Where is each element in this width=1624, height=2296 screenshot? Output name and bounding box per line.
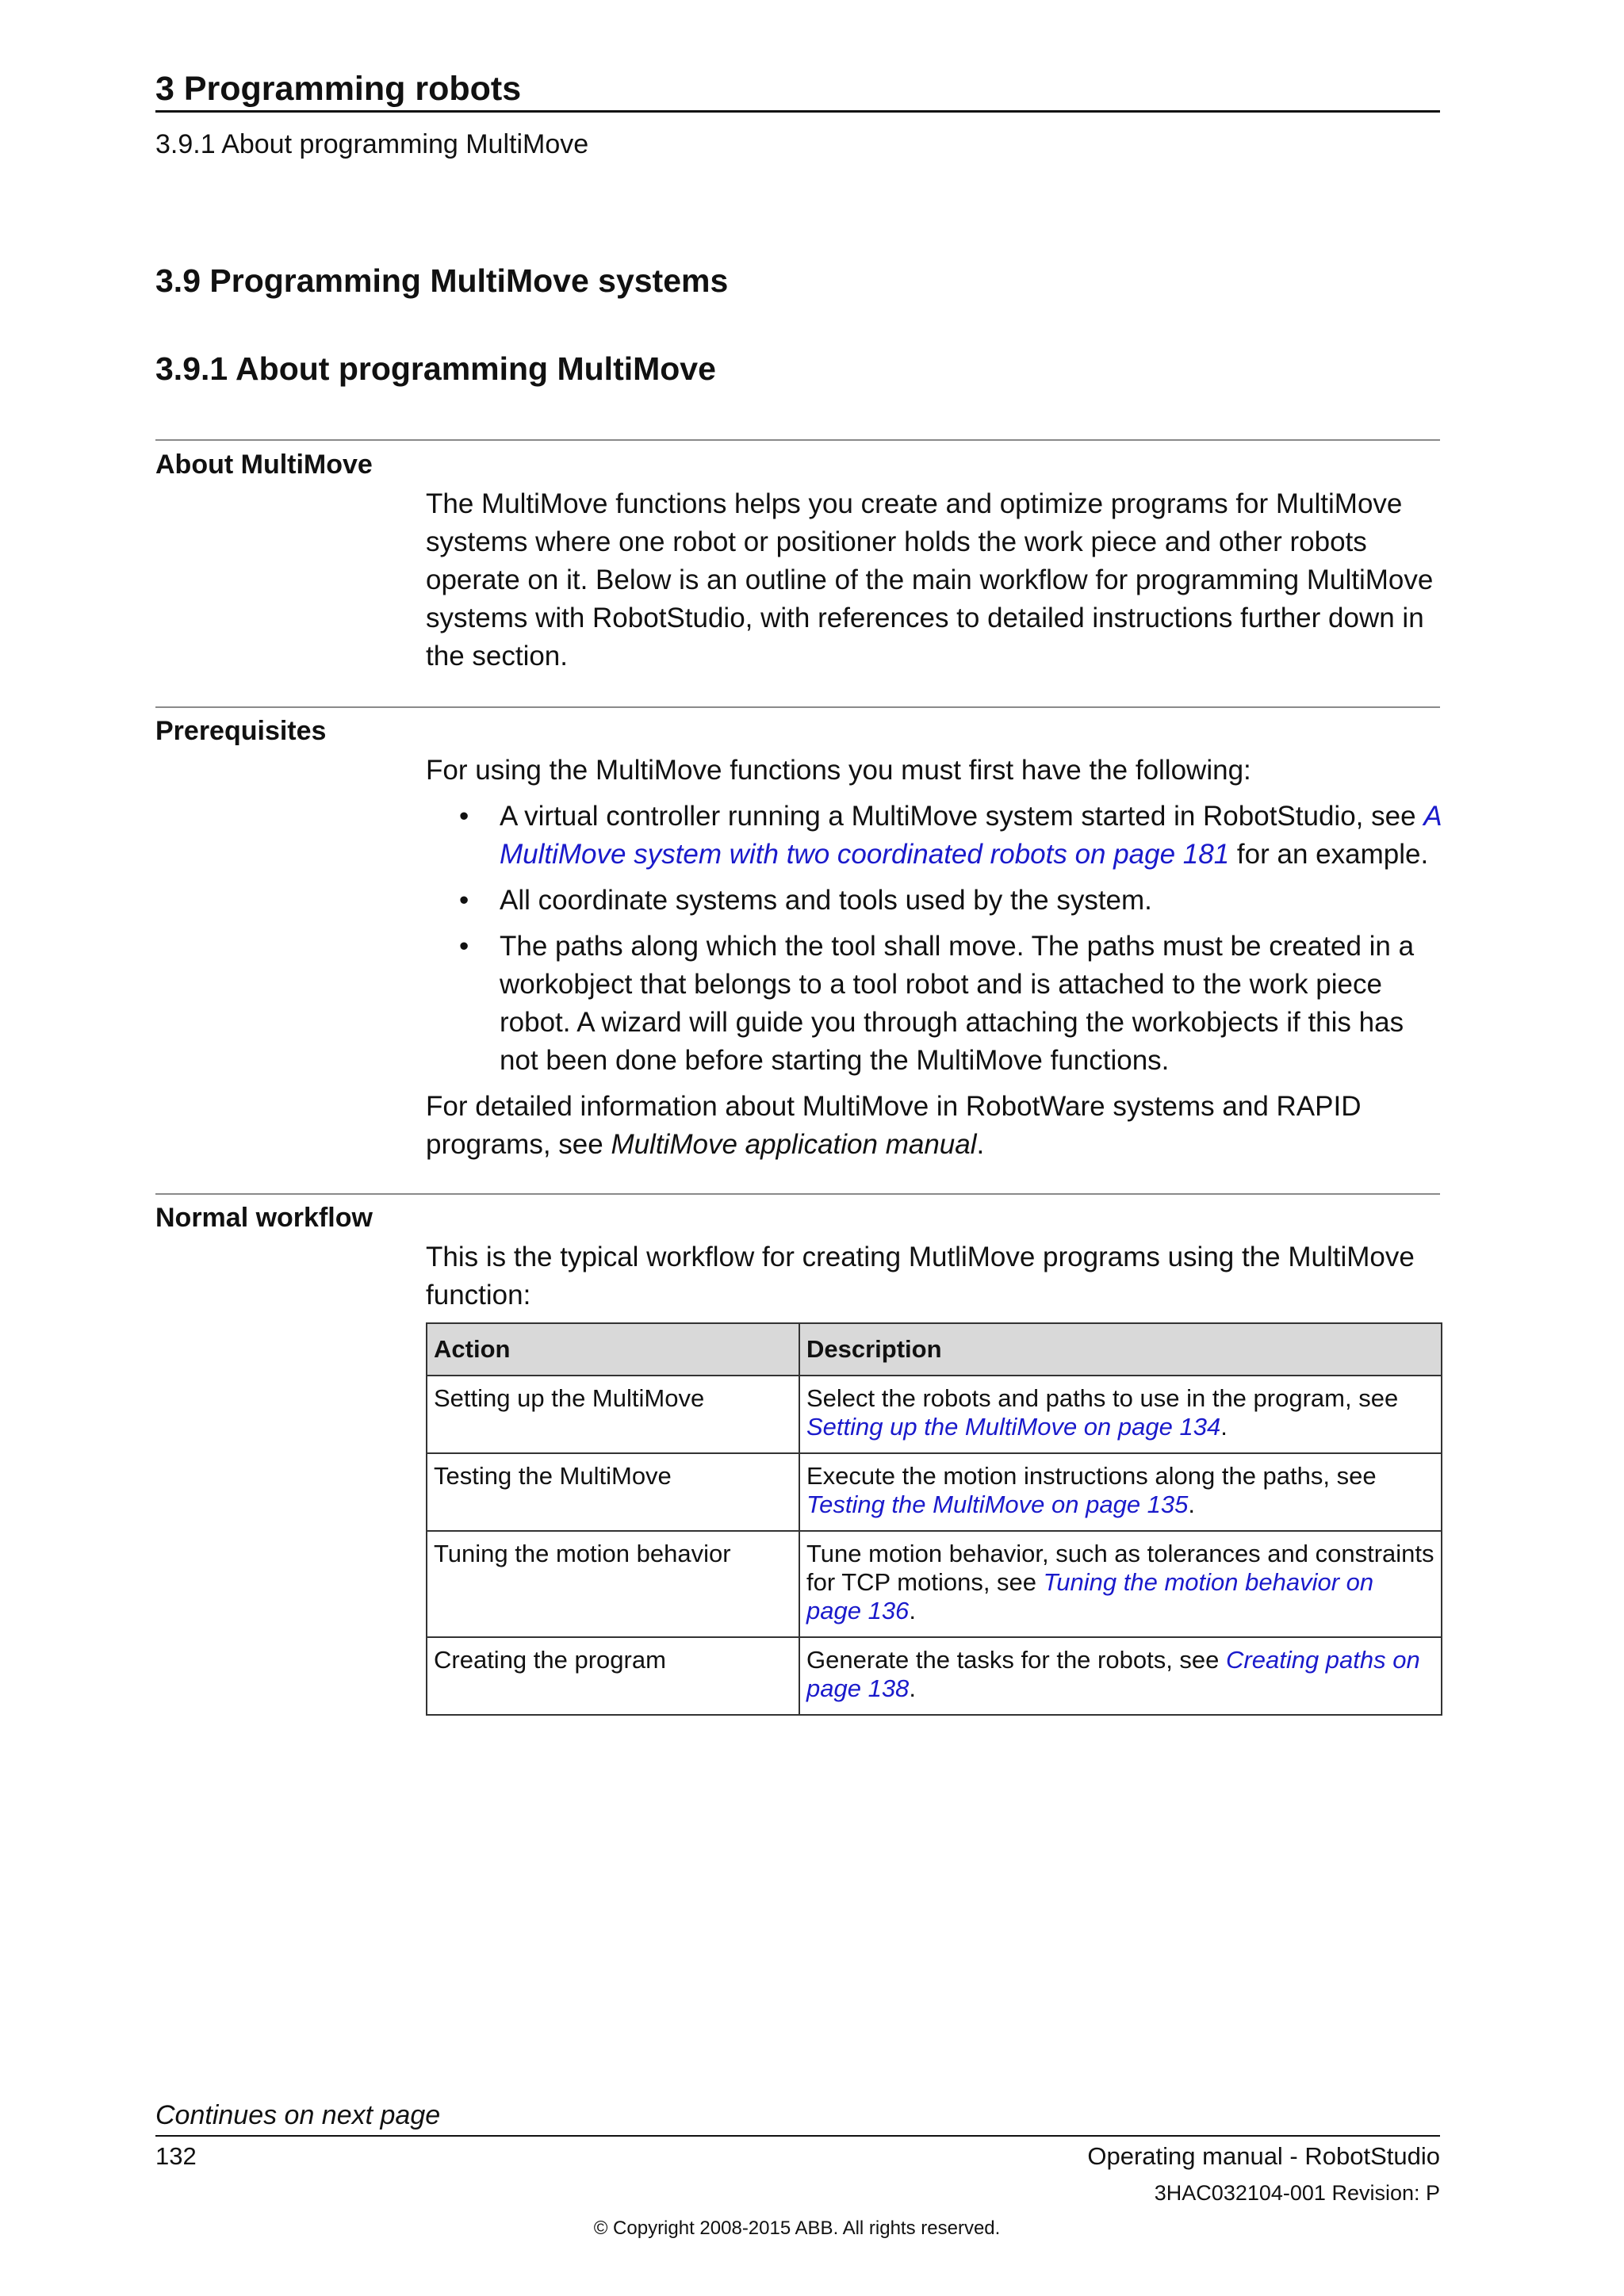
description-text: Tune motion behavior, such as tolerances and constraints for TCP motions, see (806, 1540, 1434, 1596)
page-number: 132 (155, 2142, 197, 2170)
description-text-end: . (1188, 1490, 1196, 1518)
manual-title: Operating manual - RobotStudio (1087, 2142, 1440, 2170)
description-cell (799, 1531, 1442, 1637)
about-block (426, 485, 1442, 675)
list-item (426, 928, 1442, 1080)
outro-text: For detailed information about MultiMove in RobotWare systems and RAPID programs, see (426, 1091, 1362, 1160)
running-header-chapter: 3 Programming robots (155, 70, 522, 108)
cross-reference-link[interactable]: Creating paths on page 138 (806, 1646, 1420, 1702)
manual-reference: MultiMove application manual (611, 1129, 977, 1160)
workflow-intro: This is the typical workflow for creating MutliMove programs using the MultiMove function: (426, 1242, 1415, 1311)
cross-reference-link[interactable]: Tuning the motion behavior on page 136 (806, 1568, 1374, 1624)
list-item-text: All coordinate systems and tools used by the system. (500, 885, 1152, 916)
action-cell: Setting up the MultiMove (427, 1376, 799, 1453)
cross-reference-link[interactable]: Setting up the MultiMove on page 134 (806, 1413, 1221, 1441)
table-row (427, 1637, 1442, 1715)
list-item-text-end: for an example. (1229, 839, 1429, 870)
copyright-notice: © Copyright 2008-2015 ABB. All rights reserved. (593, 2218, 1001, 2239)
column-header-description: Description (799, 1323, 1442, 1376)
description-cell (799, 1453, 1442, 1531)
description-text: Execute the motion instructions along the paths, see (806, 1462, 1377, 1490)
description-text-end: . (909, 1674, 916, 1702)
side-label-about: About MultiMove (155, 450, 373, 480)
side-label-workflow: Normal workflow (155, 1203, 373, 1233)
section-divider-workflow (155, 1193, 1440, 1195)
description-text: Generate the tasks for the robots, see (806, 1646, 1227, 1674)
workflow-block (426, 1238, 1442, 1314)
header-rule (155, 110, 1440, 113)
table-row (427, 1376, 1442, 1453)
table-row (427, 1531, 1442, 1637)
about-paragraph: The MultiMove functions helps you create and optimize programs for MultiMove systems where one robot or positioner holds the work piece and other robots operate on it. Below is an outline of the main workflow for programming MultiMove systems with RobotStudio, with references to detailed instructions further down in the section. (426, 488, 1434, 672)
outro-text-end: . (976, 1129, 985, 1160)
description-text-end: . (909, 1597, 916, 1624)
bullet-icon: • (459, 801, 469, 832)
side-label-prerequisites: Prerequisites (155, 716, 327, 746)
section-divider-about (155, 439, 1440, 441)
action-cell: Creating the program (427, 1637, 799, 1715)
column-header-action: Action (427, 1323, 799, 1376)
continues-note: Continues on next page (155, 2100, 441, 2130)
bullet-icon: • (459, 931, 469, 962)
list-item-text: A virtual controller running a MultiMove system started in RobotStudio, see (500, 801, 1424, 832)
list-item (426, 882, 1442, 920)
action-cell: Testing the MultiMove (427, 1453, 799, 1531)
document-id: 3HAC032104-001 Revision: P (1154, 2181, 1440, 2205)
description-text: Select the robots and paths to use in the program, see (806, 1384, 1399, 1412)
cross-reference-link[interactable]: A MultiMove system with two coordinated robots on page 181 (500, 801, 1442, 870)
section-heading: 3.9 Programming MultiMove systems (155, 262, 729, 299)
prerequisites-intro: For using the MultiMove functions you must first have the following: (426, 755, 1251, 786)
prerequisites-list (426, 798, 1442, 1080)
workflow-table (426, 1322, 1442, 1716)
description-text-end: . (1220, 1413, 1228, 1441)
description-cell (799, 1376, 1442, 1453)
section-divider-prerequisites (155, 706, 1440, 708)
prerequisites-block (426, 752, 1442, 1164)
prerequisites-outro (426, 1088, 1442, 1164)
table-row (427, 1453, 1442, 1531)
list-item-text: The paths along which the tool shall move. The paths must be created in a workobject that belongs to a tool robot and is attached to the work piece robot. A wizard will guide you through attaching the workobjects if this has not been done before starting the MultiMove functions. (500, 931, 1415, 1076)
list-item (426, 798, 1442, 874)
action-cell: Tuning the motion behavior (427, 1531, 799, 1637)
table-header-row (427, 1323, 1442, 1376)
footer-rule (155, 2135, 1440, 2137)
running-header-section: 3.9.1 About programming MultiMove (155, 129, 589, 159)
bullet-icon: • (459, 885, 469, 916)
subsection-heading: 3.9.1 About programming MultiMove (155, 350, 716, 387)
description-cell (799, 1637, 1442, 1715)
cross-reference-link[interactable]: Testing the MultiMove on page 135 (806, 1490, 1189, 1518)
